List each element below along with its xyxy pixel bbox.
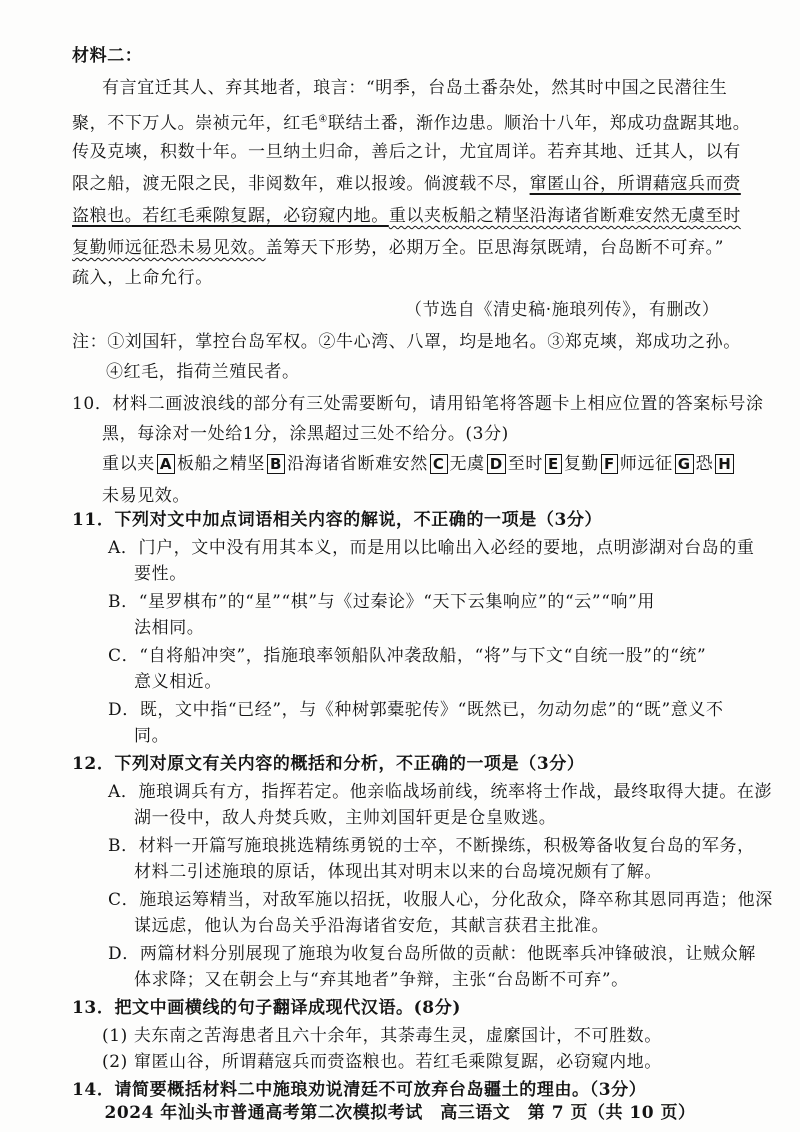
sentence-segment: 复勤 — [563, 454, 600, 474]
break-mark-D[interactable]: D — [487, 454, 506, 474]
question-11-option-c-cont: 意义相近。 — [134, 672, 222, 692]
footnote-line: ④红毛，指荷兰殖民者。 — [106, 362, 300, 382]
question-13-stem: 13．把文中画横线的句子翻译成现代汉语。(8分) — [72, 998, 461, 1018]
question-13-item-1: (1) 夫东南之苦海患者且六十余年，其荼毒生灵，虚縻国计，不可胜数。 — [102, 1026, 662, 1046]
material2-line: 传及克塽，积数十年。一旦纳土归命，善后之计，尤宜周详。若弃其地、迁其人，以有 — [72, 142, 741, 162]
question-12-stem: 12．下列对原文有关内容的概括和分析，不正确的一项是（3分） — [72, 754, 585, 774]
question-11-option-c[interactable]: C．“自将船冲突”，指施琅率领船队冲袭敌船，“将”与下文“自统一股”的“统” — [108, 646, 707, 666]
sentence-segment: 沿海诸省断难安然 — [287, 454, 428, 474]
source-citation: （节选自《清史稿·施琅列传》，有删改） — [405, 300, 720, 320]
material2-line — [72, 108, 750, 136]
material2-text: 限之船，渡无限之民，非阅数年，难以报竣。倘渡载不尽， — [72, 174, 530, 194]
question-12-option-d[interactable]: D．两篇材料分别展现了施琅为收复台岛所做的贡献：他既率兵冲锋破浪，让贼众解 — [108, 944, 756, 964]
question-12-option-d-cont: 体求降；又在朝会上与“弃其地者”争辩，主张“台岛断不可弃”。 — [134, 970, 629, 990]
question-12-option-c-cont: 谋远虑，他认为台岛关乎沿海诸省安危，其献言获君主批准。 — [134, 916, 610, 936]
sentence-segment: 恐 — [695, 454, 714, 474]
footnote-line: 注：①刘国轩，掌控台岛军权。②牛心湾、八罩，均是地名。③郑克塽，郑成功之孙。 — [72, 332, 741, 352]
break-mark-B[interactable]: B — [267, 454, 285, 474]
material2-line — [72, 204, 741, 228]
material2-line — [72, 172, 741, 196]
question-12-option-a[interactable]: A．施琅调兵有方，指挥若定。他亲临战场前线，统率将士作战，最终取得大捷。在澎 — [108, 782, 773, 802]
question-10-stem: 黑，每涂对一处给1分，涂黑超过三处不给分。(3分) — [102, 424, 509, 444]
question-11-option-a[interactable]: A．门户，文中没有用其本义，而是用以比喻出入必经的要地，点明澎湖对台岛的重 — [108, 538, 755, 558]
question-11-option-d-cont: 同。 — [134, 726, 170, 746]
question-11-option-b[interactable]: B．“星罗棋布”的“星”“棋”与《过秦论》“天下云集响应”的“云”“响”用 — [108, 592, 655, 612]
sentence-segment: 至时 — [507, 454, 543, 474]
underlined-sentence: 窜匿山谷，所谓藉寇兵而赍 — [529, 174, 741, 194]
underlined-sentence: 盗粮也。若红毛乘隙复踞，必窃窥内地。 — [72, 206, 389, 226]
question-11-option-d[interactable]: D．既，文中指“已经”，与《种树郭橐驼传》“既然已，勿动勿虑”的“既”意义不 — [108, 700, 724, 720]
material2-line: 有言宜迁其人、弃其地者，琅言：“明季，台岛土番杂处，然其时中国之民潜往生 — [102, 78, 728, 98]
sentence-segment: 师远征 — [619, 454, 673, 474]
material2-text: 联结土番，渐作边患。顺治十八年，郑成功盘踞其地。 — [327, 113, 751, 134]
material2-text: 聚，不下万人。崇祯元年，红毛 — [72, 113, 319, 134]
question-12-option-c[interactable]: C．施琅运筹精当，对敌军施以招抚，收服人心，分化敌众，降卒称其恩同再造；他深 — [108, 890, 773, 910]
question-11-option-a-cont: 要性。 — [134, 564, 187, 584]
material2-heading: 材料二： — [72, 46, 143, 66]
sentence-segment: 无虞 — [449, 454, 485, 474]
question-10-sentence — [102, 452, 736, 476]
question-10-sentence-tail: 未易见效。 — [102, 486, 190, 506]
material2-line — [72, 236, 724, 260]
break-mark-E[interactable]: E — [545, 454, 562, 474]
wavy-underlined-text: 复勤师远征恐未易见效。 — [72, 238, 266, 258]
break-mark-C[interactable]: C — [430, 454, 448, 474]
question-10-stem: 10．材料二画波浪线的部分有三处需要断句，请用铅笔将答题卡上相应位置的答案标号涂 — [72, 394, 764, 414]
question-11-option-b-cont: 法相同。 — [134, 618, 205, 638]
break-mark-A[interactable]: A — [157, 454, 175, 474]
break-mark-H[interactable]: H — [715, 454, 734, 474]
question-12-option-b-cont: 材料二引述施琅的原话，体现出其对明末以来的台岛境况颇有了解。 — [134, 862, 662, 882]
question-12-option-a-cont: 湖一役中，敌人舟焚兵败，主帅刘国轩更是仓皇败逃。 — [134, 808, 557, 828]
wavy-underlined-text: 重以夹板船之精坚沿海诸省断难安然无虞至时 — [388, 206, 741, 226]
sentence-segment: 板船之精坚 — [177, 454, 266, 474]
material2-line: 疏入，上命允行。 — [72, 268, 213, 288]
footnote-marker: ④ — [318, 114, 328, 125]
question-13-item-2: (2) 窜匿山谷，所谓藉寇兵而赍盗粮也。若红毛乘隙复踞，必窃窥内地。 — [102, 1052, 662, 1072]
break-mark-F[interactable]: F — [601, 454, 618, 474]
page-footer: 2024 年汕头市普通高考第二次模拟考试 高三语文 第 7 页（共 10 页） — [104, 1103, 696, 1123]
question-14-stem: 14．请简要概括材料二中施琅劝说清廷不可放弃台岛疆土的理由。（3分） — [72, 1080, 647, 1100]
sentence-segment: 重以夹 — [102, 454, 155, 474]
question-12-option-b[interactable]: B．材料一开篇写施琅挑选精练勇锐的士卒，不断操练，积极筹备收复台岛的军务， — [108, 836, 755, 856]
question-11-stem: 11．下列对文中加点词语相关内容的解说，不正确的一项是（3分） — [72, 510, 603, 530]
material2-text: 盖筹天下形势，必期万全。臣思海氛既靖，台岛断不可弃。” — [265, 238, 724, 258]
break-mark-G[interactable]: G — [675, 454, 694, 474]
